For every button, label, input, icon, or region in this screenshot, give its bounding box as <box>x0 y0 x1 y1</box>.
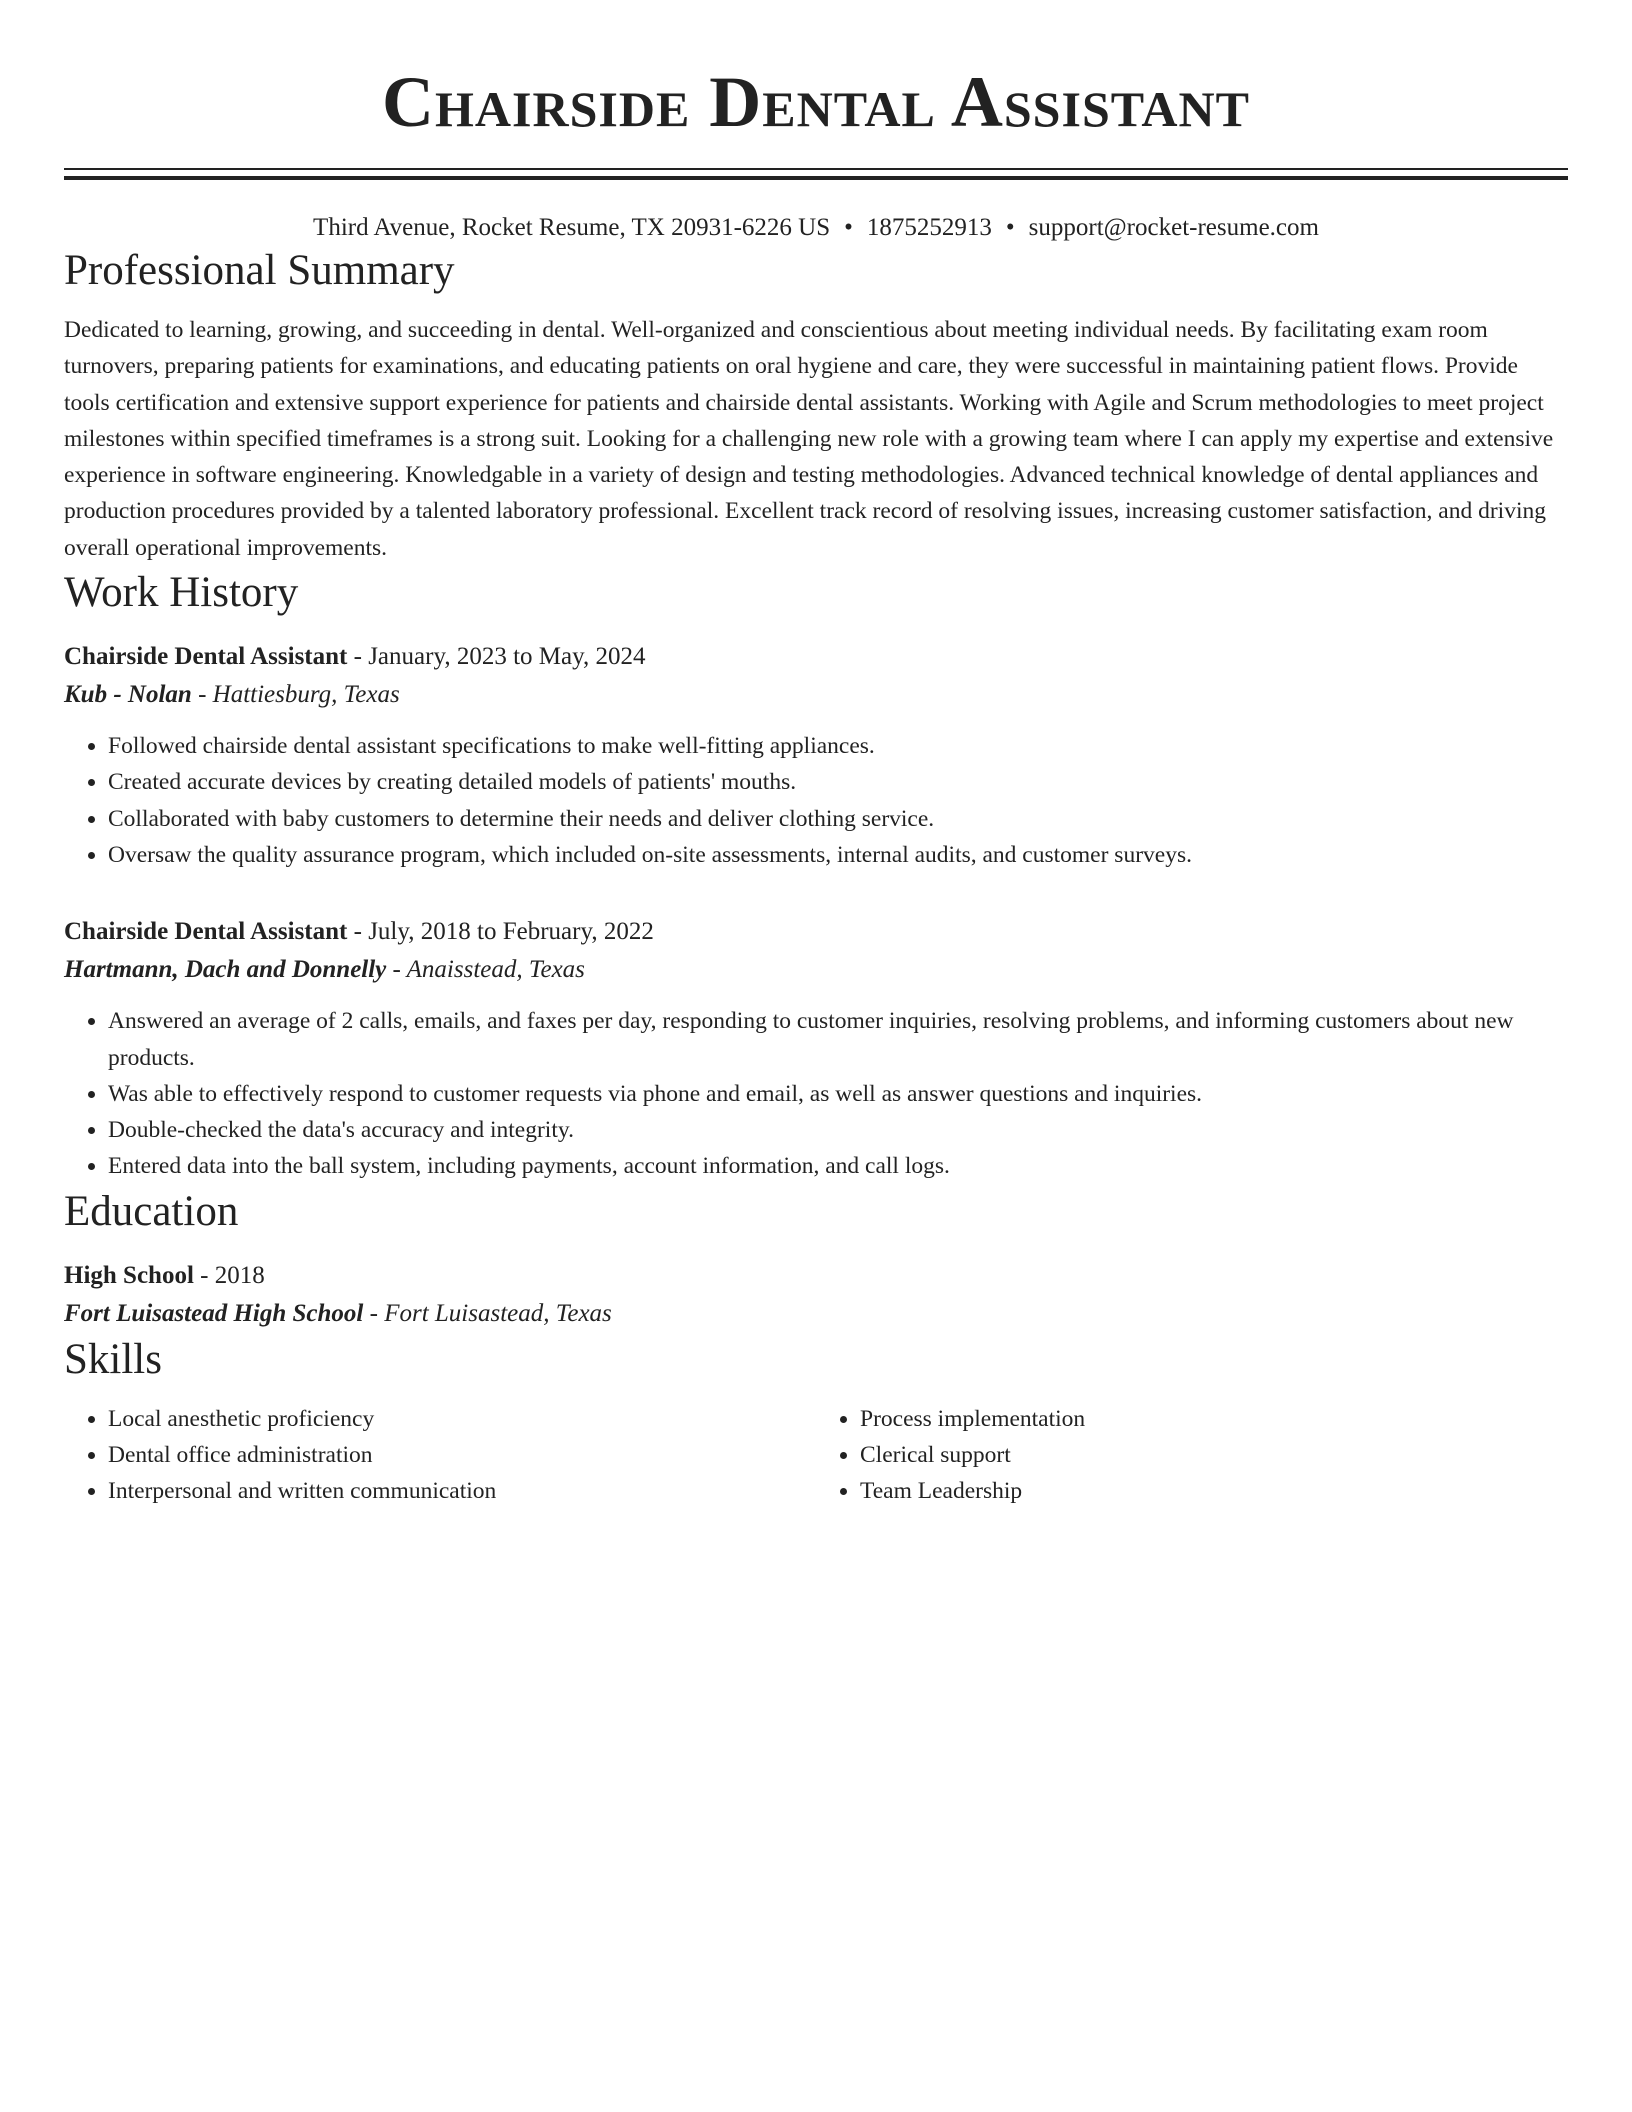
skill-item: • Interpersonal and written communication <box>108 1473 816 1509</box>
job-location: - Hattiesburg, Texas <box>191 681 400 709</box>
skills-column-left <box>64 1401 816 1510</box>
education-year: - 2018 <box>193 1261 265 1289</box>
work-history-heading: Work History <box>64 569 299 617</box>
job-title-line <box>64 638 1568 676</box>
job-bullets <box>64 1003 1568 1184</box>
contact-line <box>64 212 1568 244</box>
education-heading: Education <box>64 1187 239 1235</box>
job-company-line <box>64 951 1568 989</box>
education-degree: High School <box>64 1261 194 1289</box>
job-entry <box>64 913 1568 1184</box>
contact-phone: 1875252913 <box>866 214 992 241</box>
education-location: - Fort Luisastead, Texas <box>363 1299 612 1327</box>
job-dates: - July, 2018 to February, 2022 <box>347 918 654 946</box>
contact-email: support@rocket-resume.com <box>1028 214 1319 241</box>
job-bullet: • Oversaw the quality assurance program, which included on-site assessments, internal audits, and customer surveys. <box>108 837 1568 873</box>
education-entry <box>64 1257 1568 1333</box>
skill-item: • Dental office administration <box>108 1437 816 1473</box>
job-company: Hartmann, Dach and Donnelly <box>64 956 387 984</box>
job-entry <box>64 638 1568 873</box>
job-location: - Anaisstead, Texas <box>386 956 585 984</box>
resume-name: Chairside Dental Assistant <box>382 62 1250 142</box>
skills-column-right <box>816 1401 1568 1510</box>
skills-list <box>64 1401 1568 1510</box>
summary-text: Dedicated to learning, growing, and succeeding in dental. Well-organized and conscientious about meeting individual needs. By facilitating exam room turnovers, preparing patients for examinations, and educating patients on oral hygiene and care, they were successful in maintaining patient flows. Provide tools certification and extensive support experience for patients and chairside dental assistants. Working with Agile and Scrum methodologies to meet project milestones within specified timeframes is a strong suit. Looking for a challenging new role with a growing team where I can apply my expertise and extensive experience in software engineering. Knowledgable in a variety of design and testing methodologies. Advanced technical knowledge of dental appliances and production procedures provided by a talented laboratory professional. Excellent track record of resolving issues, increasing customer satisfaction, and driving overall operational improvements. <box>64 317 1554 561</box>
summary-heading: Professional Summary <box>64 247 455 294</box>
contact-separator: • <box>844 214 853 241</box>
job-bullet: • Was able to effectively respond to customer requests via phone and email, as well as answer questions and inquiries. <box>108 1076 1568 1112</box>
skill-item: • Local anesthetic proficiency <box>108 1401 816 1437</box>
job-bullet: • Created accurate devices by creating detailed models of patients' mouths. <box>108 764 1568 800</box>
job-company: Kub - Nolan <box>64 681 192 709</box>
job-bullet: • Entered data into the ball system, including payments, account information, and call logs. <box>108 1148 1568 1184</box>
job-bullet: • Collaborated with baby customers to determine their needs and deliver clothing service. <box>108 801 1568 837</box>
job-company-line <box>64 676 1568 714</box>
education-degree-line <box>64 1257 1568 1295</box>
job-bullet: • Double-checked the data's accuracy and integrity. <box>108 1112 1568 1148</box>
skill-item: • Team Leadership <box>860 1473 1568 1509</box>
contact-address: Third Avenue, Rocket Resume, TX 20931-6226 US <box>313 214 831 241</box>
job-title: Chairside Dental Assistant <box>64 918 348 946</box>
job-bullets <box>64 728 1568 873</box>
job-title-line <box>64 913 1568 951</box>
job-dates: - January, 2023 to May, 2024 <box>347 643 646 671</box>
job-bullet: • Followed chairside dental assistant specifications to make well-fitting appliances. <box>108 728 1568 764</box>
skill-item: • Clerical support <box>860 1437 1568 1473</box>
skills-heading: Skills <box>64 1335 162 1383</box>
job-bullet: • Answered an average of 2 calls, emails, and faxes per day, responding to customer inquiries, resolving problems, and informing customers about new products. <box>108 1003 1568 1076</box>
job-title: Chairside Dental Assistant <box>64 643 348 671</box>
header-divider <box>64 168 1568 180</box>
skill-item: • Process implementation <box>860 1401 1568 1437</box>
contact-separator: • <box>1005 214 1015 241</box>
education-school: Fort Luisastead High School <box>64 1299 364 1327</box>
education-school-line <box>64 1295 1568 1333</box>
